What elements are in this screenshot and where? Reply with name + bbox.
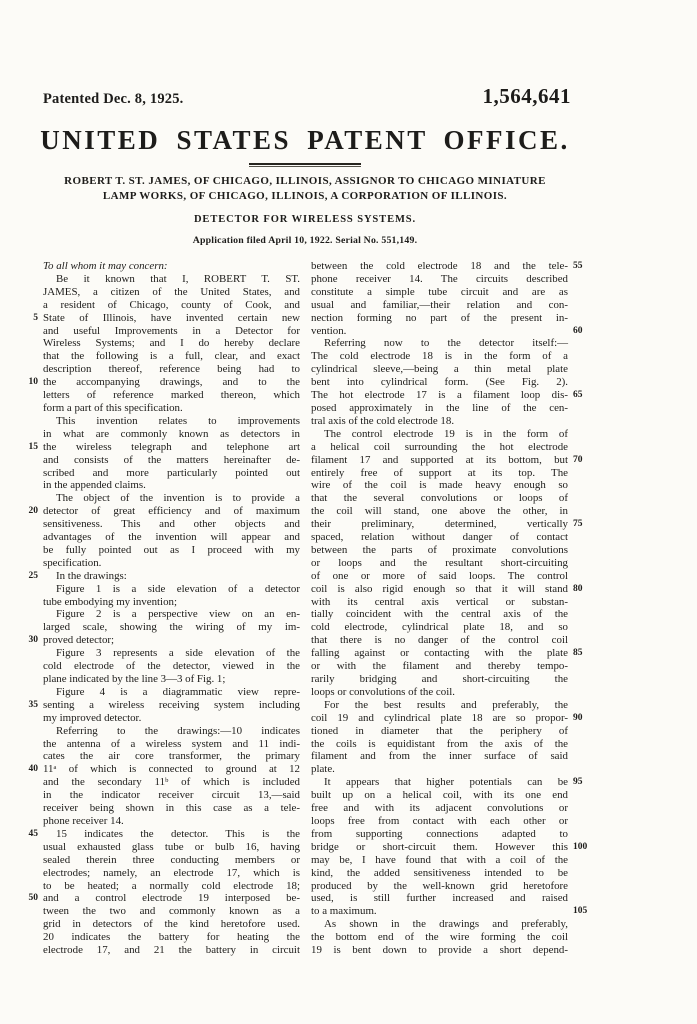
text-line: tube embodying my invention;: [43, 595, 178, 608]
text-line: the coil will stand, one above the other, in: [311, 505, 568, 518]
text-line: State of Illinois, have invented certain new 5: [33, 311, 300, 324]
invention-title: DETECTOR FOR WIRELESS SYSTEMS.: [193, 214, 417, 225]
text-line: kind, the added sensitiveness intended to be: [311, 866, 568, 879]
text-line: used, is still further increased and raised: [311, 892, 568, 905]
line-number: 80: [573, 583, 583, 594]
patent-number: 1,564,641: [482, 84, 571, 108]
text-line: or with the filament and thereby tempo-: [311, 660, 568, 673]
line-number: 25: [28, 570, 38, 581]
line-number: 40: [28, 764, 38, 775]
text-line: 20 indicates the battery for heating the: [43, 931, 300, 944]
text-line: in the appended claims.: [43, 479, 146, 492]
line-number: 45: [28, 828, 38, 839]
text-line: coil is also rigid enough so that it will stand 80: [311, 582, 583, 595]
page-content: [25, 0, 588, 957]
text-line: and a control electrode 19 interposed be- 50: [28, 892, 300, 905]
text-line: from supporting connections adapted to: [311, 827, 568, 840]
line-number: 35: [28, 699, 38, 710]
line-number: 75: [573, 519, 583, 530]
text-line: This invention relates to improvements: [56, 414, 300, 427]
text-line: filament 17 and supported at its bottom, but 70: [311, 453, 583, 466]
office-title: UNITED STATES PATENT OFFICE.: [40, 125, 570, 155]
text-line: electrodes; namely, an electrode 17, which is: [43, 866, 300, 879]
assignment-line: LAMP WORKS, OF CHICAGO, ILLINOIS, A CORPORATION OF ILLINOIS.: [102, 190, 508, 202]
text-line: 19 is bent down to provide a short depend-: [311, 944, 568, 957]
line-number: 95: [573, 777, 583, 788]
text-line: Be it known that I, ROBERT T. ST.: [56, 272, 300, 285]
text-line: a helical coil surrounding the hot electrode: [311, 440, 568, 453]
text-line: specification.: [43, 556, 102, 569]
line-number: 55: [573, 261, 583, 271]
text-line: and consists of the matters hereinafter de-: [43, 453, 300, 466]
title-rule: [249, 163, 361, 167]
text-line: rarily bridging and short-circuiting the: [311, 673, 568, 685]
text-line: Figure 4 is a diagrammatic view repre-: [56, 685, 300, 698]
text-line: description thereof, reference being had to: [43, 363, 300, 376]
text-line: Referring now to the detector itself:—: [324, 337, 568, 350]
text-line: tween the two and commonly known as a: [43, 905, 300, 918]
text-line: plane indicated by the line 3—3 of Fig. 1;: [43, 673, 226, 685]
text-line: Referring to the drawings:—10 indicates: [56, 724, 300, 737]
text-line: may be, I have found that with a coil of the: [311, 853, 568, 866]
text-line: phone receiver 14. The circuits described: [311, 272, 568, 285]
body-columns: [25, 260, 588, 957]
text-line: cold electrode of the detector, viewed in the: [43, 660, 300, 673]
text-line: and useful Improvements in a Detector for: [43, 324, 300, 337]
text-line: usual and familiar,—their relation and con-: [311, 298, 568, 311]
text-line: larged scale, showing the wiring of my im-: [43, 621, 300, 634]
header-row: [25, 84, 585, 109]
text-line: sensitiveness. This and other objects and: [43, 518, 300, 531]
line-number: 85: [573, 648, 583, 659]
text-line: As shown in the drawings and preferably,: [324, 918, 568, 931]
text-line: cold electrode, cylindrical plate 18, and so: [311, 621, 568, 634]
line-number: 65: [573, 390, 583, 401]
text-line: a resident of Chicago, county of Cook, and: [43, 298, 300, 311]
text-line: with its central axis vertical or substan-: [311, 595, 568, 608]
text-line: In the drawings: 25: [28, 569, 127, 582]
text-line: of one or more of said loops. The control: [311, 569, 568, 582]
text-line: the antenna of a wireless system and 11 indi-: [43, 737, 300, 750]
text-line: usual exhausted glass tube or bulb 16, having: [43, 840, 300, 853]
text-line: spaced, relation without danger of contact: [311, 531, 568, 544]
text-line: For the best results and preferably, the: [324, 698, 568, 711]
text-line: 15 indicates the detector. This is the 45: [28, 827, 300, 840]
line-number: 100: [573, 841, 588, 852]
text-line: bridge or short-circuit them. However this 100: [311, 840, 588, 853]
text-line: bent into cylindrical form. (See Fig. 2).: [311, 376, 568, 389]
text-line: receiver being shown in this case as a tele-: [43, 802, 300, 815]
text-line: cylindrical sleeve,—being a thin metal plate: [311, 363, 568, 376]
text-line: grid in detectors of the kind heretofore used.: [43, 918, 300, 931]
text-line: falling against or contacting with the plate 85: [311, 647, 583, 660]
text-line: The object of the invention is to provide a: [56, 492, 300, 505]
text-line: cates the air core transformer, the primary: [43, 750, 300, 763]
text-line: produced by the well-known grid heretofore: [311, 879, 568, 892]
text-line: advantages of the invention will appear and: [43, 531, 300, 544]
text-line: entirely free of support at its top. The: [311, 466, 568, 479]
text-line: Figure 2 is a perspective view on an en-: [56, 608, 300, 621]
line-number: 70: [573, 454, 583, 465]
text-line: to a maximum. 105: [311, 905, 588, 918]
text-line: between the parts of proximate convolutions: [311, 543, 568, 556]
text-line: nection forming no part of the present in-: [311, 311, 568, 324]
text-line: To all whom it may concern:: [43, 260, 168, 272]
application-info: Application filed April 10, 1922. Serial No. 551,149.: [192, 235, 418, 246]
text-line: that the following is a full, clear, and exact: [43, 350, 300, 363]
text-line: and the secondary 11ᵇ of which is included: [43, 776, 300, 789]
text-line: loops or convolutions of the coil.: [311, 685, 455, 698]
line-number: 90: [573, 712, 583, 723]
text-line: The control electrode 19 is in the form of: [324, 427, 568, 440]
text-line: in the indicator receiver circuit 13,—said: [43, 789, 300, 802]
line-number: 60: [573, 325, 583, 336]
text-line: Wireless Systems; and I do hereby declare: [43, 337, 300, 350]
text-line: phone receiver 14.: [43, 814, 124, 827]
assignment-line: ROBERT T. ST. JAMES, OF CHICAGO, ILLINOIS, ASSIGNOR TO CHICAGO MINIATURE: [64, 175, 546, 187]
text-line: my improved detector.: [43, 711, 142, 724]
text-line: the wireless telegraph and telephone art 15: [28, 440, 300, 453]
line-number: 105: [573, 906, 588, 917]
text-line: that the several convolutions or loops of: [311, 492, 568, 505]
text-line: loops free from contact with each other or: [311, 814, 568, 827]
text-line: tioned in diameter that the periphery of: [311, 724, 568, 737]
text-line: letters of reference marked thereon, which: [43, 389, 300, 402]
line-number: 15: [28, 441, 38, 452]
text-line: JAMES, a citizen of the United States, and: [43, 285, 300, 298]
text-line: that there is no danger of the control coil: [311, 634, 568, 647]
text-line: constitute a simple tube circuit and are as: [311, 285, 568, 298]
text-line: tially coincident with the central axis of the: [311, 608, 568, 621]
text-line: senting a wireless receiving system including 35: [28, 698, 300, 711]
text-line: detector of great efficiency and of maximum 20: [28, 505, 300, 518]
column-right: [311, 260, 588, 957]
text-line: It appears that higher potentials can be 95: [324, 776, 583, 789]
text-line: form a part of this specification.: [43, 401, 183, 414]
text-line: proved detector; 30: [28, 634, 115, 647]
line-number: 10: [28, 377, 38, 388]
text-line: built up on a helical coil, with its one end: [311, 789, 568, 802]
assignment-block: [25, 174, 585, 204]
patented-date: Patented Dec. 8, 1925.: [43, 91, 184, 107]
text-line: or loops and the resultant short-circuiting: [311, 556, 568, 569]
text-line: free and with its adjacent convolutions or: [311, 802, 568, 815]
text-line: between the cold electrode 18 and the tele- 55: [311, 260, 583, 272]
text-line: posed approximately in the line of the cen-: [311, 401, 568, 414]
text-line: the accompanying drawings, and to the 10: [28, 376, 300, 389]
text-line: be fully pointed out as I proceed with my: [43, 543, 300, 556]
text-line: Figure 3 represents a side elevation of the: [56, 647, 300, 660]
text-line: plate.: [311, 763, 335, 776]
text-line: filament and from the inner surface of said: [311, 750, 568, 763]
text-line: scribed and more particularly pointed out: [43, 466, 300, 479]
text-line: The cold electrode 18 is in the form of a: [311, 350, 568, 363]
line-number: 5: [33, 312, 38, 323]
column-left: [28, 260, 300, 957]
text-line: electrode 17, and 21 the battery in circuit: [43, 944, 300, 957]
text-line: the bottom end of the wire forming the coil: [311, 931, 568, 944]
text-line: vention. 60: [311, 324, 583, 337]
text-line: in what are commonly known as detectors in: [43, 427, 300, 440]
text-line: wire of the coil is made heavy enough so: [311, 479, 568, 492]
text-line: sealed therein three conducting members or: [43, 853, 300, 866]
text-line: Figure 1 is a side elevation of a detector: [56, 582, 300, 595]
text-line: their preliminary, determined, vertically 75: [311, 518, 583, 531]
text-line: to be heated; a normally cold electrode 18;: [43, 879, 300, 892]
text-line: coil 19 and cylindrical plate 18 are so propor- 90: [311, 711, 583, 724]
line-number: 30: [28, 635, 38, 646]
text-line: tral axis of the cold electrode 18.: [311, 414, 455, 427]
line-number: 50: [28, 893, 38, 904]
text-line: 11ᵃ of which is connected to ground at 12 40: [28, 763, 300, 776]
text-line: the coils is equidistant from the axis of the: [311, 737, 568, 750]
line-number: 20: [28, 506, 38, 517]
text-line: The hot electrode 17 is a filament loop dis- 65: [311, 389, 583, 402]
